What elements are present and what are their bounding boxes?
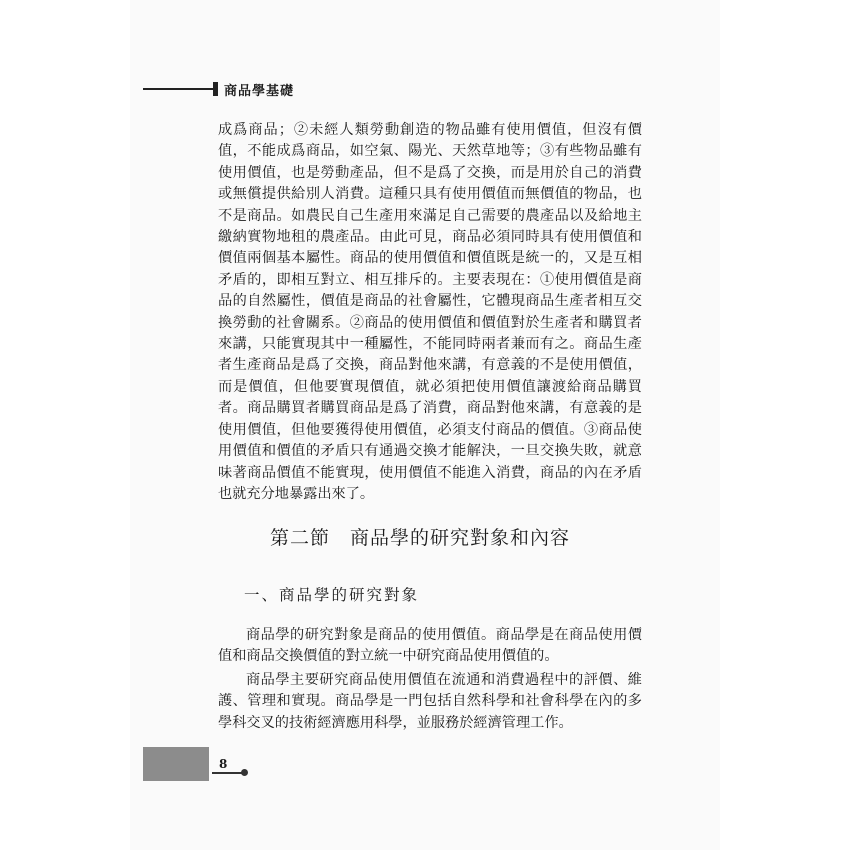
header-marker [213, 82, 218, 96]
section-paragraph-2: 商品學主要研究商品使用價值在流通和消費過程中的評價、維護、管理和實現。商品學是一門包括自然科學和社會科學在內的多學科交叉的技術經濟應用科學，並服務於經濟管理工作。 [218, 671, 642, 731]
body-paragraph: 成爲商品；②未經人類勞動創造的物品雖有使用價值，但沒有價值，不能成爲商品，如空氣、陽光、天然草地等；③有些物品雖有使用價值，也是勞動產品，但不是爲了交換，而是用於自己的消費或無償提供給別人消費。這種只具有使用價值而無價值的物品，也不是商品。如農民自己生產用來滿足自己需要的農產品以及給地主繳納實物地租的農產品。由此可見，商品必須同時具有使用價值和價值兩個基本屬性。商品的使用價值和價值既是統一的，又是互相矛盾的，即相互對立、相互排斥的。主要表現在：①使用價值是商品的自然屬性，價值是商品的社會屬性，它體現商品生產者相互交換勞動的社會關系。②商品的使用價值和價值對於生產者和購買者來講，只能實現其中一種屬性，不能同時兩者兼而有之。商品生產者生產商品是爲了交換，商品對他來講，有意義的不是使用價值，而是價值，但他要實現價值，就必須把使用價值讓渡給商品購買者。商品購買者購買商品是爲了消費，商品對他來講，有意義的是使用價值，但他要獲得使用價值，必須支付商品的價值。③商品使用價值和價值的矛盾只有通過交換才能解決，一旦交換失敗，就意味著商品價值不能實現，使用價值不能進入消費，商品的內在矛盾也就充分地暴露出來了。 [218, 122, 642, 502]
body-text [218, 120, 642, 505]
section-body [218, 625, 642, 734]
section-paragraph-1: 商品學的研究對象是商品的使用價值。商品學是在商品使用價值和商品交換價值的對立統一中研究商品使用價值的。 [218, 627, 642, 665]
footer-dot [241, 769, 248, 776]
header-rule [143, 88, 213, 90]
footer-block [143, 747, 209, 781]
footer-rule [212, 772, 244, 774]
page-number: 8 [219, 757, 228, 771]
section-title: 第二節 商品學的研究對象和內容 [270, 527, 571, 549]
running-header: 商品學基礎 [224, 84, 295, 99]
subsection-title: 一、商品學的研究對象 [244, 586, 420, 604]
